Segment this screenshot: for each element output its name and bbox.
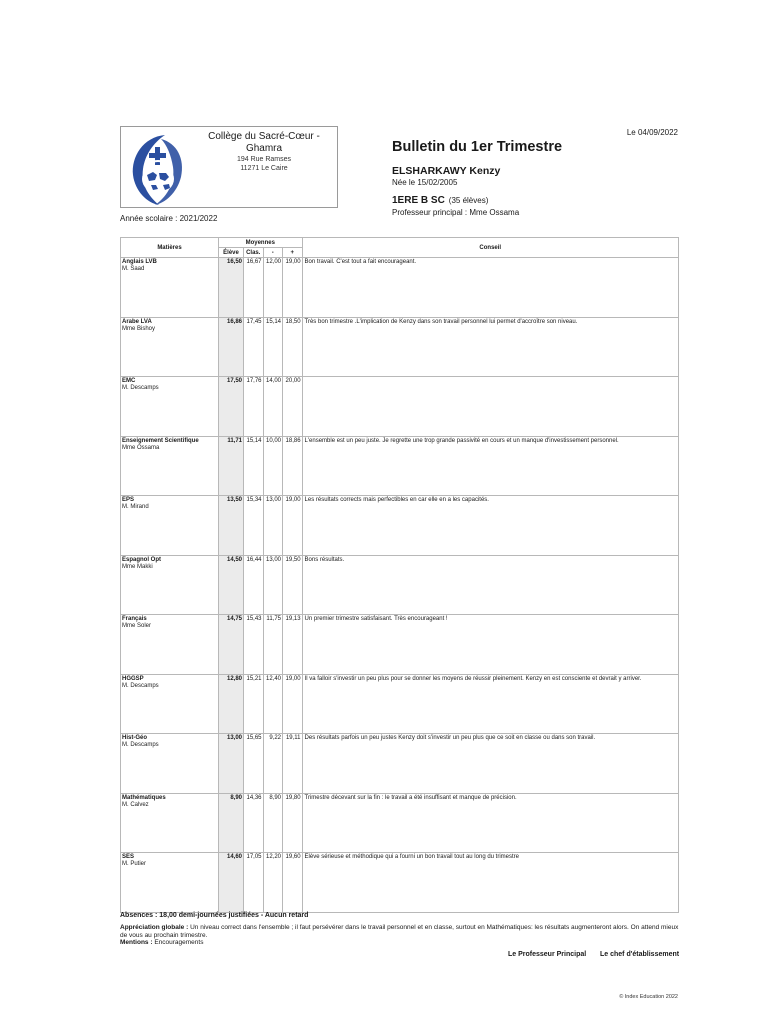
- appreciation-label: Appréciation globale :: [120, 924, 189, 931]
- student-average: 12,80: [219, 674, 244, 734]
- table-row: [121, 615, 679, 675]
- min-average: 9,22: [263, 734, 283, 794]
- header-moyennes: Moyennes: [219, 238, 303, 248]
- subject-cell: [121, 496, 219, 556]
- subject-name: EMC: [122, 378, 136, 384]
- subject-cell: [121, 853, 219, 913]
- subject-name: Espagnol Opt: [122, 556, 161, 563]
- student-average: 11,71: [219, 436, 244, 496]
- subject-cell: [121, 258, 219, 318]
- header-classe: Clas.: [244, 248, 264, 258]
- student-average: 8,90: [219, 793, 244, 853]
- teacher-comment: Elève sérieuse et méthodique qui a fourni un bon travail tout au long du trimestre: [302, 853, 678, 913]
- school-address-line1: 194 Rue Ramses: [236, 156, 292, 163]
- subject-teacher: M. Mirand: [122, 504, 149, 510]
- subject-name: Enseignement Scientifique: [122, 437, 199, 444]
- min-average: 14,00: [263, 377, 283, 437]
- max-average: 19,00: [283, 674, 303, 734]
- school-logo-icon: [125, 129, 187, 207]
- mentions-text: Encouragements: [154, 939, 204, 946]
- min-average: 12,40: [263, 674, 283, 734]
- appreciation-text: Un niveau correct dans l'ensemble ; il faut persévérer dans le travail personnel et en classe, surtout en Mathématiques: les résultats augmenteront alors. On attend mieux de vous au prochain trimestre.: [120, 924, 679, 939]
- class-count: (35 élèves): [448, 196, 489, 205]
- teacher-comment: Les résultats corrects mais perfectibles en car elle en a les capacités.: [302, 496, 678, 556]
- subject-cell: [121, 615, 219, 675]
- table-row: [121, 734, 679, 794]
- mentions-label: Mentions :: [120, 939, 153, 946]
- student-name: ELSHARKAWY Kenzy: [392, 165, 501, 177]
- class-average: 15,21: [244, 674, 264, 734]
- subject-name: Anglais LVB: [122, 259, 157, 265]
- min-average: 15,14: [263, 317, 283, 377]
- school-header-box: [120, 126, 338, 208]
- subject-teacher: M. Descamps: [122, 682, 159, 689]
- header-matieres: Matières: [121, 238, 219, 258]
- header-max: +: [283, 248, 303, 258]
- table-row: [121, 317, 679, 377]
- subject-name: Arabe LVA: [122, 318, 152, 325]
- school-name: Collège du Sacré-Cœur - Ghamra: [208, 131, 320, 154]
- student-average: 13,00: [219, 734, 244, 794]
- teacher-comment: Bon travail. C'est tout a fait encourageant.: [302, 258, 678, 318]
- student-average: 14,75: [219, 615, 244, 675]
- subject-teacher: Mme Makki: [122, 563, 153, 570]
- teacher-comment: Des résultats parfois un peu justes Kenzy doit s'investir un peu plus que ce soit en classe ou dans son travail.: [302, 734, 678, 794]
- subject-name: Hist-Géo: [122, 735, 148, 741]
- subject-teacher: Mme Bishoy: [122, 325, 156, 332]
- student-average: 14,50: [219, 555, 244, 615]
- min-average: 12,00: [263, 258, 283, 318]
- subject-name: EPS: [122, 497, 135, 503]
- subject-cell: [121, 377, 219, 437]
- max-average: 19,11: [283, 734, 303, 794]
- grades-table: [120, 237, 679, 913]
- absences-summary: Absences : 18,00 demi-journées justifiées - Aucun retard: [120, 912, 309, 919]
- subject-cell: [121, 555, 219, 615]
- table-row: [121, 258, 679, 318]
- class-name: 1ERE B SC: [392, 195, 445, 206]
- teacher-comment: Très bon trimestre .L'implication de Kenzy dans son travail personnel lui permet d'accroître son niveau.: [302, 317, 678, 377]
- class-average: 14,36: [244, 793, 264, 853]
- footer-copyright: © Index Education 2022: [619, 994, 678, 1000]
- subject-cell: [121, 734, 219, 794]
- mentions: [120, 939, 203, 946]
- header-min: -: [263, 248, 283, 258]
- subject-name: HGGSP: [122, 675, 144, 682]
- student-average: 14,60: [219, 853, 244, 913]
- document-date: Le 04/09/2022: [626, 128, 678, 137]
- signature-prof: Le Professeur Principal: [508, 951, 587, 958]
- student-average: 13,50: [219, 496, 244, 556]
- max-average: 19,00: [283, 258, 303, 318]
- student-average: 17,50: [219, 377, 244, 437]
- school-address: [191, 155, 337, 173]
- min-average: 13,00: [263, 555, 283, 615]
- subject-teacher: M. Descamps: [122, 742, 159, 748]
- max-average: 19,50: [283, 555, 303, 615]
- subject-cell: [121, 674, 219, 734]
- table-row: [121, 377, 679, 437]
- subject-cell: [121, 793, 219, 853]
- class-average: 16,44: [244, 555, 264, 615]
- min-average: 12,20: [263, 853, 283, 913]
- max-average: 19,60: [283, 853, 303, 913]
- max-average: 19,00: [283, 496, 303, 556]
- class-average: 15,43: [244, 615, 264, 675]
- subject-teacher: M. Putier: [122, 861, 147, 867]
- table-row: [121, 793, 679, 853]
- subject-name: SES: [122, 854, 135, 860]
- teacher-comment: [302, 377, 678, 437]
- min-average: 10,00: [263, 436, 283, 496]
- table-row: [121, 555, 679, 615]
- table-row: [121, 853, 679, 913]
- class-average: 17,05: [244, 853, 264, 913]
- teacher-comment: Un premier trimestre satisfaisant. Très encourageant !: [302, 615, 678, 675]
- subject-teacher: M. Saad: [122, 266, 145, 272]
- teacher-comment: Bons résultats.: [302, 555, 678, 615]
- class-average: 15,34: [244, 496, 264, 556]
- class-average: 16,67: [244, 258, 264, 318]
- signature-chef: Le chef d'établissement: [600, 951, 680, 958]
- subject-teacher: M. Calvez: [122, 801, 149, 808]
- class-average: 15,14: [244, 436, 264, 496]
- min-average: 8,90: [263, 793, 283, 853]
- subject-cell: [121, 317, 219, 377]
- school-address-line2: 11271 Le Caire: [240, 165, 288, 172]
- max-average: 20,00: [283, 377, 303, 437]
- document-title: Bulletin du 1er Trimestre: [392, 139, 563, 155]
- student-average: 16,86: [219, 317, 244, 377]
- teacher-comment: Trimestre décevant sur la fin : le travail a été insuffisant et manque de précision.: [302, 793, 678, 853]
- min-average: 11,75: [263, 615, 283, 675]
- head-teacher: Professeur principal : Mme Ossama: [392, 208, 520, 217]
- subject-cell: [121, 436, 219, 496]
- subject-name: Mathématiques: [122, 794, 166, 801]
- header-eleve: Élève: [219, 248, 244, 258]
- max-average: 18,50: [283, 317, 303, 377]
- table-row: [121, 674, 679, 734]
- class-average: 15,65: [244, 734, 264, 794]
- student-class: [392, 195, 488, 206]
- class-average: 17,76: [244, 377, 264, 437]
- teacher-comment: L'ensemble est un peu juste. Je regrette une trop grande passivité en cours et un manque d'investissement personnel.: [302, 436, 678, 496]
- teacher-comment: Il va falloir s'investir un peu plus pour se donner les moyens de réussir pleinement. Kenzy en est consciente et devrait y arriver.: [302, 674, 678, 734]
- subject-teacher: Mme Ossama: [122, 444, 160, 451]
- min-average: 13,00: [263, 496, 283, 556]
- max-average: 18,86: [283, 436, 303, 496]
- global-appreciation: [120, 924, 680, 939]
- subject-teacher: Mme Soler: [122, 623, 152, 629]
- max-average: 19,80: [283, 793, 303, 853]
- school-year: Année scolaire : 2021/2022: [120, 214, 218, 223]
- table-row: [121, 436, 679, 496]
- header-conseil: Conseil: [302, 238, 678, 258]
- student-birthdate: Née le 15/02/2005: [392, 178, 458, 187]
- max-average: 19,13: [283, 615, 303, 675]
- student-average: 16,50: [219, 258, 244, 318]
- table-row: [121, 496, 679, 556]
- class-average: 17,45: [244, 317, 264, 377]
- subject-name: Français: [122, 616, 147, 622]
- subject-teacher: M. Descamps: [122, 385, 159, 391]
